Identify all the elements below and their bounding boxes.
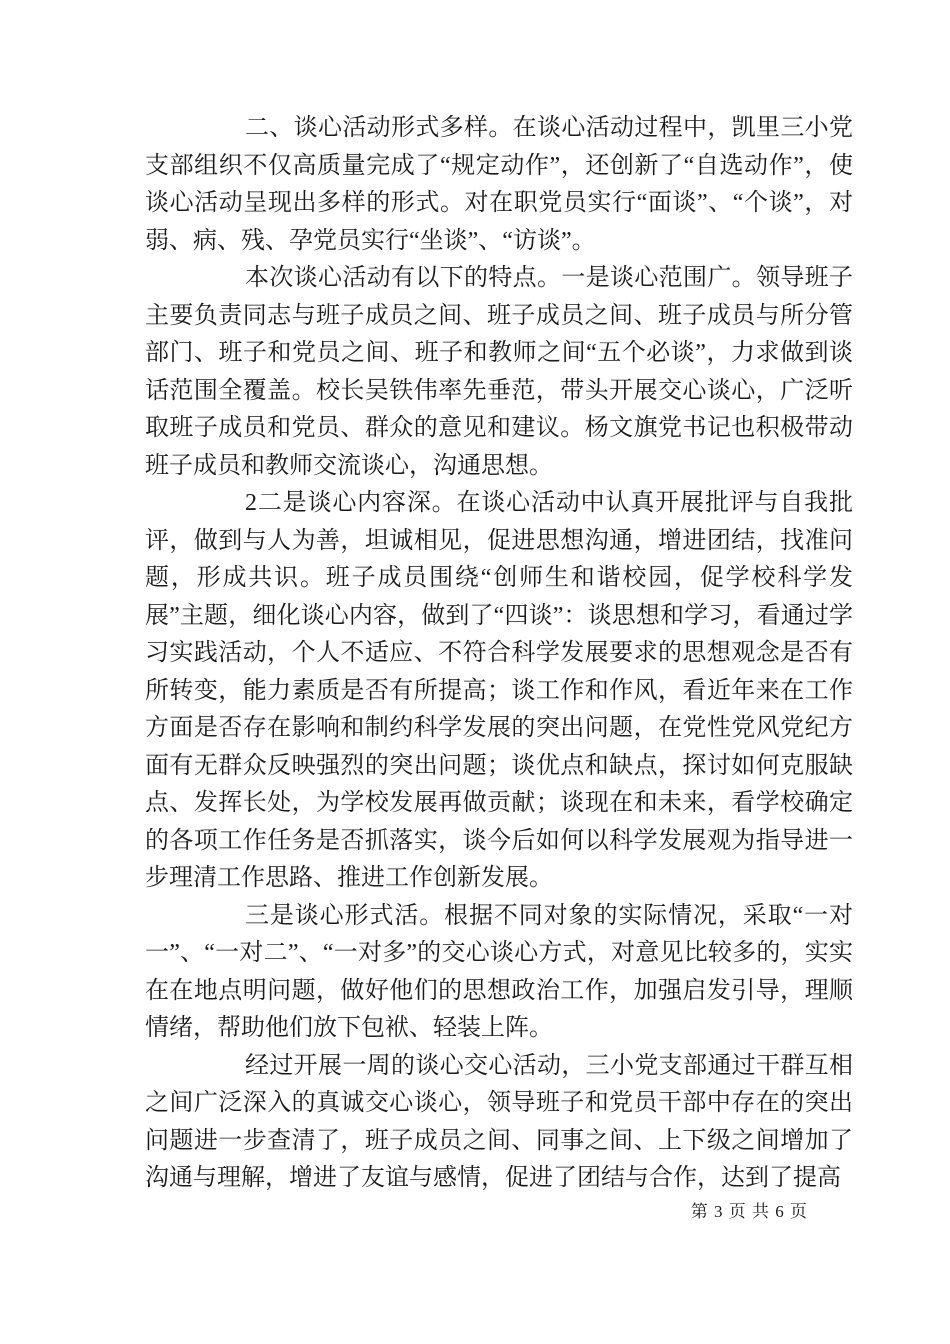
paragraph-feature-scope: 本次谈心活动有以下的特点。一是谈心范围广。领导班子主要负责同志与班子成员之间、班子成员之间、班子成员与所分管部门、班子和党员之间、班子和教师之间“五个必谈”，力求做到谈话范围全覆盖。校长吴铁伟率先垂范，带头开展交心谈心，广泛听取班子成员和党员、群众的意见和建议。杨文旗党书记也积极带动班子成员和教师交流谈心，沟通思想。	[145, 265, 853, 479]
document-body	[145, 110, 853, 1198]
page-footer	[691, 1202, 808, 1222]
page-number-label: 第 3 页 共 6 页	[690, 1202, 808, 1221]
paragraph-feature-flexibility: 三是谈心形式活。根据不同对象的实际情况，采取“一对一”、“一对二”、“一对多”的交心谈心方式，对意见比较多的，实实在在地点明问题，做好他们的思想政治工作，加强启发引导，理顺情绪，帮助他们放下包袱、轻装上阵。	[145, 902, 853, 1041]
paragraph-talk-forms: 二、谈心活动形式多样。在谈心活动过程中，凯里三小党支部组织不仅高质量完成了“规定动作”，还创新了“自选动作”，使谈心活动呈现出多样的形式。对在职党员实行“面谈”、“个谈”，对弱、病、残、孕党员实行“坐谈”、“访谈”。	[145, 115, 853, 254]
paragraph-feature-depth: 2二是谈心内容深。在谈心活动中认真开展批评与自我批评，做到与人为善，坦诚相见，促进思想沟通，增进团结，找准问题，形成共识。班子成员围绕“创师生和谐校园，促学校科学发展”主题，细化谈心内容，做到了“四谈”：谈思想和学习，看通过学习实践活动，个人不适应、不符合科学发展要求的思想观念是否有所转变，能力素质是否有所提高；谈工作和作风，看近年来在工作方面是否存在影响和制约科学发展的突出问题，在党性党风党纪方面有无群众反映强烈的突出问题；谈优点和缺点，探讨如何克服缺点、发挥长处，为学校发展再做贡献；谈现在和未来，看学校确定的各项工作任务是否抓落实，谈今后如何以科学发展观为指导进一步理清工作思路、推进工作创新发展。	[145, 490, 853, 891]
paragraph-results: 经过开展一周的谈心交心活动，三小党支部通过干群互相之间广泛深入的真诚交心谈心，领导班子和党员干部中存在的突出问题进一步查清了，班子成员之间、同事之间、上下级之间增加了沟通与理解，增进了友谊与感情，促进了团结与合作，达到了提高	[145, 1052, 853, 1191]
